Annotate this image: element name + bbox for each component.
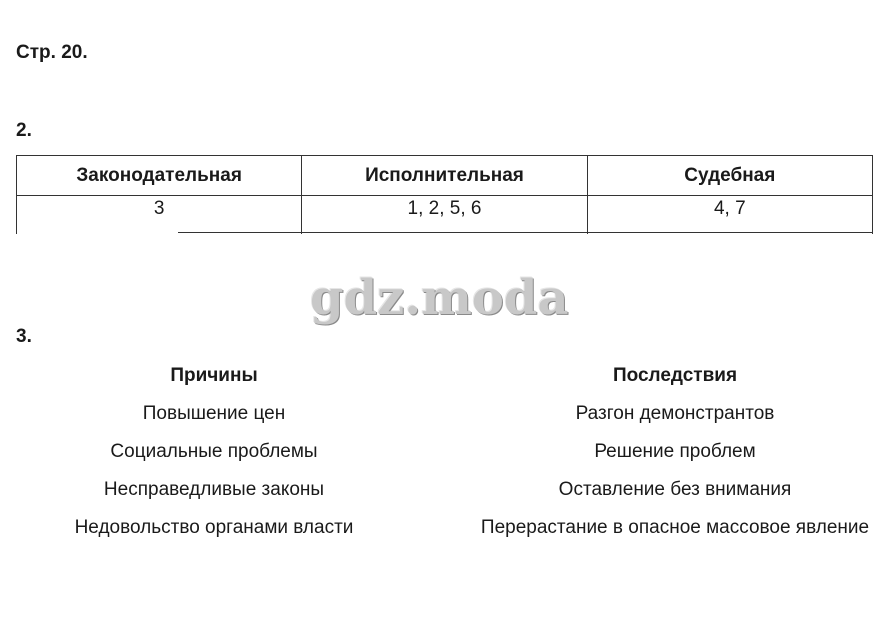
list-item: Разгон демонстрантов xyxy=(575,403,775,424)
consequences-column xyxy=(465,364,885,547)
cell-legislative: 3 xyxy=(16,196,301,234)
list-item: Повышение цен xyxy=(142,403,286,424)
table-row xyxy=(16,196,873,234)
list-item: Несправедливые законы xyxy=(103,479,325,500)
task3-number: 3. xyxy=(16,326,32,347)
cell-executive: 1, 2, 5, 6 xyxy=(301,196,586,234)
watermark-logo: gdz.moda xyxy=(310,270,569,326)
header-executive: Исполнительная xyxy=(301,156,586,195)
list-item: Недовольство органами власти xyxy=(74,517,354,538)
page-heading: Стр. 20. xyxy=(16,42,88,63)
branches-table xyxy=(16,155,873,234)
list-item: Социальные проблемы xyxy=(110,441,318,462)
list-item: Оставление без внимания xyxy=(558,479,792,500)
list-item: Решение проблем xyxy=(594,441,756,462)
causes-column xyxy=(4,364,424,554)
consequences-title: Последствия xyxy=(612,365,738,386)
table-header-row xyxy=(16,155,873,196)
causes-title: Причины xyxy=(170,365,258,386)
task2-number: 2. xyxy=(16,120,32,141)
cell-judicial: 4, 7 xyxy=(587,196,873,234)
header-legislative: Законодательная xyxy=(16,156,301,195)
table-bottom-border xyxy=(178,232,873,233)
header-judicial: Судебная xyxy=(587,156,873,195)
list-item: Перерастание в опасное массовое явление xyxy=(480,517,870,538)
